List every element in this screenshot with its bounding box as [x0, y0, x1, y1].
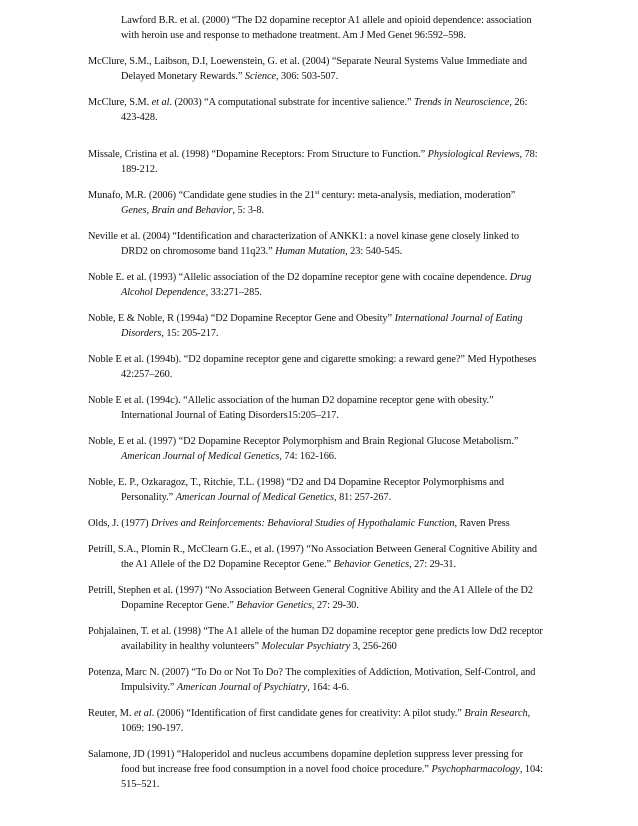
journal-title: Psychopharmacology	[431, 764, 520, 775]
reference-entry: Noble E et al. (1994b). “D2 dopamine receptor gene and cigarette smoking: a reward gene?” Med Hypotheses 42:257–260.	[88, 354, 537, 380]
reference-entry: Lawford B.R. et al. (2000) “The D2 dopamine receptor A1 allele and opioid dependence: association with heroin use and response to methadone treatment. Am J Med Genet 96:592–598.	[121, 15, 532, 41]
reference-entry: Neville et al. (2004) “Identification and characterization of ANKK1: a novel kinase gene closely linked to DRD2 on chromosome band 11q23.” Human Mutation, 23: 540-545.	[88, 231, 520, 257]
et-al: et al	[133, 708, 152, 719]
superscript: st	[314, 189, 320, 196]
journal-title: Drug Alcohol Dependence	[121, 272, 532, 298]
reference-entry: Olds, J. (1977) Drives and Reinforcements: Behavioral Studies of Hypothalamic Function, Raven Press	[88, 518, 510, 529]
journal-title: International Journal of Eating Disorders	[121, 313, 523, 339]
reference-entry: Pohjalainen, T. et al. (1998) “The A1 allele of the human D2 dopamine receptor gene predicts low Dd2 receptor availability in healthy volunteers” Molecular Psychiatry 3, 256-260	[88, 626, 543, 652]
reference-list	[88, 13, 543, 803]
reference-entry: McClure, S.M., Laibson, D.I, Loewenstein, G. et al. (2004) “Separate Neural Systems Value Immediate and Delayed Monetary Rewards.” Science, 306: 503-507.	[88, 56, 528, 82]
journal-title: American Journal of Medical Genetics	[121, 451, 280, 462]
journal-title: American Journal of Medical Genetics	[175, 492, 335, 503]
journal-title: Molecular Psychiatry	[261, 641, 351, 652]
journal-title: Brain Research	[464, 708, 528, 719]
journal-title: American Journal of Psychiatry	[176, 682, 308, 693]
reference-entry: Salamone, JD (1991) “Haloperidol and nucleus accumbens dopamine depletion suppress lever pressing for food but increase free food consumption in a novel food choice procedure.” Psychopharmacology, 104: 515–521.	[88, 749, 543, 790]
journal-title: Genes, Brain and Behavior	[121, 205, 233, 216]
reference-entry: McClure, S.M. et al. (2003) “A computational substrate for incentive salience.” Trends in Neuroscience, 26: 423-428.	[88, 97, 528, 123]
reference-entry: Petrill, Stephen et al. (1997) “No Association Between General Cognitive Ability and the A1 Allele of the D2 Dopamine Receptor Gene.” Behavior Genetics, 27: 29-30.	[88, 585, 533, 611]
reference-entry: Munafo, M.R. (2006) “Candidate gene studies in the 21st century: meta-analysis, mediation, moderation” Genes, Brain and Behavior, 5: 3-8.	[88, 189, 516, 216]
reference-entry: Noble, E et al. (1997) “D2 Dopamine Receptor Polymorphism and Brain Regional Glucose Metabolism.” American Journal of Medical Genetics, 74: 162-166.	[88, 436, 519, 462]
journal-title: Behavior Genetics	[236, 600, 312, 611]
reference-entry: Noble E et al. (1994c). “Allelic association of the human D2 dopamine receptor gene with obesity.” International Journal of Eating Disorders15:205–217.	[88, 395, 494, 421]
reference-entry: Missale, Cristina et al. (1998) “Dopamine Receptors: From Structure to Function.” Physiological Reviews, 78: 189-212.	[88, 149, 538, 175]
journal-title: Physiological Reviews	[427, 149, 520, 160]
book-title: Drives and Reinforcements: Behavioral Studies of Hypothalamic Function	[150, 518, 455, 529]
reference-entry: Noble, E. P., Ozkaragoz, T., Ritchie, T.L. (1998) “D2 and D4 Dopamine Receptor Polymorphisms and Personality.” American Journal of Medical Genetics, 81: 257-267.	[88, 477, 504, 503]
reference-entry: Petrill, S.A., Plomin R., McClearn G.E., et al. (1997) “No Association Between General Cognitive Ability and the A1 Allele of the D2 Dopamine Receptor Gene.” Behavior Genetics, 27: 29-31.	[88, 544, 538, 570]
journal-title: Trends in Neuroscience	[414, 97, 510, 108]
journal-title: Science	[244, 71, 276, 82]
journal-title: Human Mutation	[275, 246, 346, 257]
reference-entry: Potenza, Marc N. (2007) “To Do or Not To Do? The complexities of Addiction, Motivation, Self-Control, and Impulsivity.” American Journal of Psychiatry, 164: 4-6.	[88, 667, 536, 693]
journal-title: Behavior Genetics	[333, 559, 410, 570]
reference-entry: Noble, E & Noble, R (1994a) “D2 Dopamine Receptor Gene and Obesity” International Journal of Eating Disorders, 15: 205-217.	[88, 313, 523, 339]
reference-entry: Noble E. et al. (1993) “Allelic association of the D2 dopamine receptor gene with cocaine dependence. Drug Alcohol Dependence, 33:271–285.	[88, 272, 532, 298]
et-al: et al	[151, 97, 170, 108]
reference-entry: Reuter, M. et al. (2006) “Identification of first candidate genes for creativity: A pilot study.” Brain Research, 1069: 190-197.	[88, 708, 531, 734]
